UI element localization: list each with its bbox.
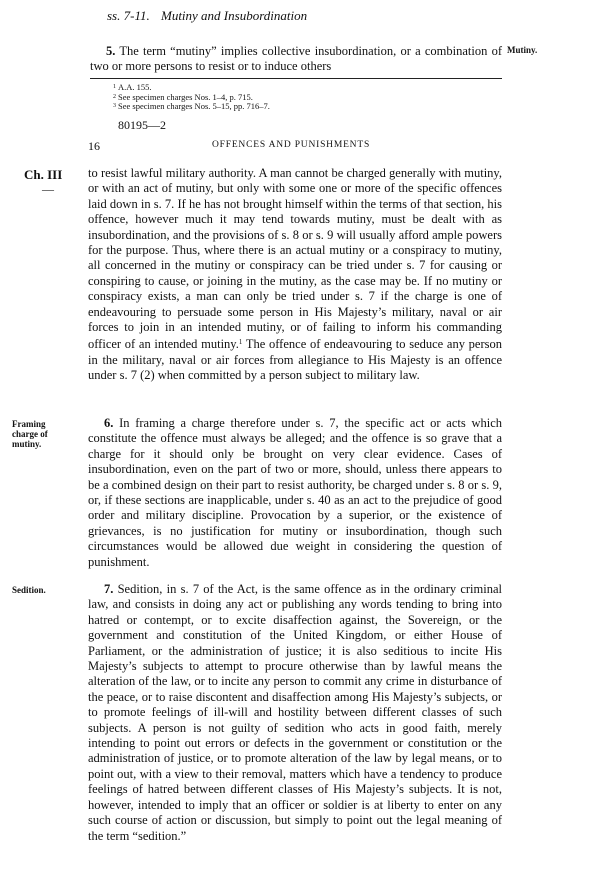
margin-note-sedition: Sedition. [12,585,46,595]
paragraph-6-number: 6. [104,416,114,430]
paragraph-5-text: The term “mutiny” implies collective insubordination, or a combination of two or more persons to resist or to induce others [90,44,502,74]
paragraph-5-number: 5. [106,44,116,58]
page-header [107,8,307,24]
margin-note-framing: Framing charge of mutiny. [12,419,48,449]
paragraph-6 [88,416,502,570]
print-code: 80195—2 [118,118,166,132]
paragraph-7-number: 7. [104,582,114,596]
footnote-rule [90,78,502,79]
header-section-range: ss. 7-11. [107,8,150,23]
paragraph-7 [88,582,502,844]
footnote-2: $^2$ See specimen charges Nos. 1–4, p. 715. [113,91,253,102]
body-continuation [88,166,502,384]
paragraph-5 [90,44,502,75]
footnote-3: $^3$ See specimen charges Nos. 5–15, pp. 716–7. [113,101,270,112]
body-continuation-text: to resist lawful military authority. A man cannot be charged generally with mutiny, or with an act of mutiny, but only with some one or more of the specific offences laid down in s. 7. If he has not brought himself within the terms of that section, his offence, however much it may tend towards mutiny, must be dealt with as insubordination, and the provisions of s. 8 or s. 9 will usually afford ample powers for the purpose. Thus, where there is an actual mutiny or a conspiracy to mutiny, all concerned in the mutiny or conspiracy can be tried under s. 7 for causing or conspiring to cause, or joining in the mutiny, as the case may be. If no mutiny or conspiracy exists, a man can only be tried under s. 7 if the charge is one of endeavouring to persuade some person in His Majesty’s military, naval or air forces to join in an intended mutiny, or of failing to inform his commanding officer of an intended mutiny. [88,166,502,352]
page-number: 16 [88,139,100,153]
margin-note-mutiny: Mutiny. [507,45,538,55]
paragraph-7-text: Sedition, in s. 7 of the Act, is the same offence as in the ordinary criminal law, and consists in doing any act or publishing any words tending to bring into hatred or contempt, or to excite disaffection against, the Sovereign, or the government and constitution of the United Kingdom, or either House of Parliament, or the administration of justice; it is also seditious to incite His Majesty’s subjects to attempt to procure otherwise than by lawful means the alteration of the law, or to incite any person to commit any crime in disturbance of the peace, or to raise discontent and disaffection among His Majesty’s subjects, or to promote feelings of ill-will and hostility between different classes of such subjects. A person is not guilty of sedition who acts in good faith, merely intending to point out errors or defects in the government or constitution or the administration of justice, or to promote alteration of the law by legal means, or to point out, with a view to their removal, matters which have a tendency to produce feelings of hatred between different classes of His Majesty’s subjects. It is not, however, intended to imply that an officer or soldier is at liberty to enter on any such course of action or discussion, but simply to point out the legal meaning of the term “sedition.” [88,582,502,843]
paragraph-6-text: In framing a charge therefore under s. 7, the specific act or acts which constitute the offence must always be alleged; and the offence is so grave that a charge for it should only be brought on very clear evidence. Cases of insubordination, even on the part of two or more, should, unless there appears to be a combined design on their part to resist authority, be charged under s. 8 or s. 9, or, if these sections are inapplicable, under s. 40 as an act to the prejudice of good order and military discipline. Provocation by a superior, or the existence of grievances, is no justification for mutiny or insubordination, though such circumstances would be allowed due weight in considering the question of punishment. [88,416,502,569]
footnote-1: $^1$ A.A. 155. [113,82,152,92]
running-head: OFFENCES AND PUNISHMENTS [212,140,371,150]
header-title: Mutiny and Insubordination [160,8,308,23]
chapter-label: Ch. III [24,167,63,182]
chapter-dash: — [42,182,54,196]
body-continuation-end: The offence of endeavouring to seduce any person in the military, naval or air forces from allegiance to His Majesty is an offence under s. 7 (2) when committed by a person subject to military law. [88,337,502,383]
footnote-ref-1: 1 [238,338,243,347]
footnotes [113,83,270,112]
